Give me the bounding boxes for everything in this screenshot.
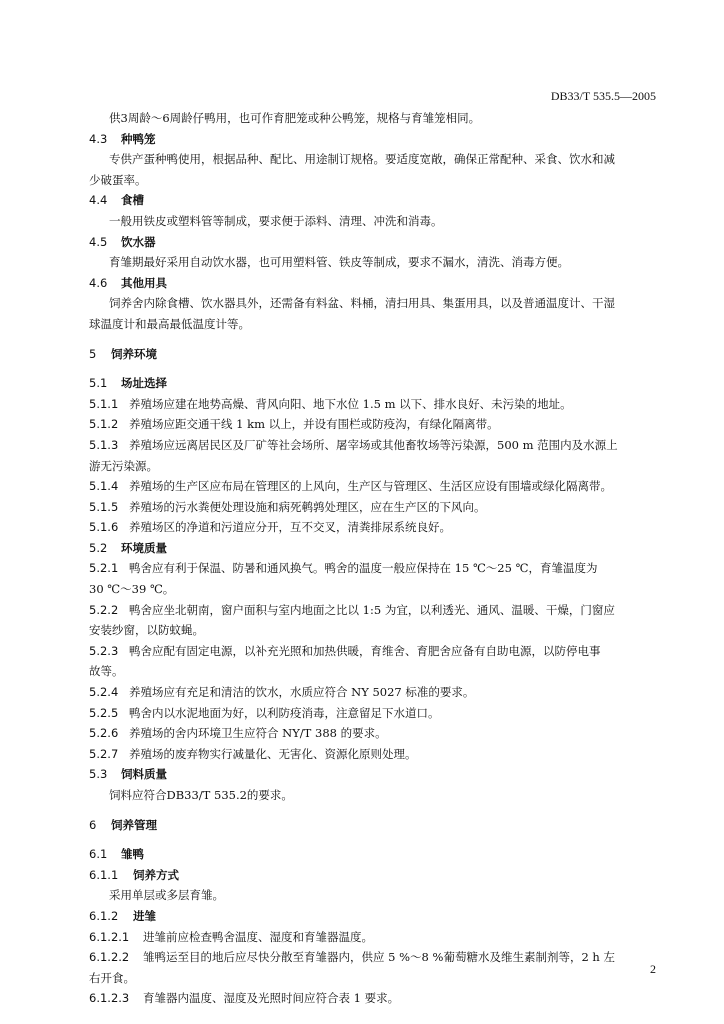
clause-5-2-5: [89, 703, 669, 724]
heading-6-1: [89, 844, 669, 865]
clause-5-1-1: [89, 394, 669, 415]
clause-number: 5.1.1: [89, 396, 119, 411]
document-body: [89, 108, 669, 1009]
heading-number: 4.4: [89, 193, 108, 208]
clause-text: 雏鸭运至目的地后应尽快分散至育雏器内，供应 5 %～8 %葡萄糖水及维生素制剂等，2 h 左: [143, 950, 615, 965]
clause-5-1-5: [89, 497, 669, 518]
heading-title: 其他用具: [121, 275, 167, 290]
heading-number: 6.1: [89, 847, 108, 862]
clause-number: 5.1.4: [89, 479, 119, 494]
clause-text: 养殖场应距交通干线 1 km 以上，并设有围栏或防疫沟，有绿化隔离带。: [129, 417, 499, 432]
clause-continuation: 故等。: [89, 664, 124, 679]
heading-4-6: [89, 273, 669, 294]
heading-number: 4.6: [89, 275, 108, 290]
clause-6-1-2-2: [89, 947, 669, 968]
heading-number: 6.1.1: [89, 867, 119, 882]
clause-6-1-2-1: [89, 927, 669, 948]
clause-text: 鸭舍内以水泥地面为好，以利防疫消毒，注意留足下水道口。: [129, 705, 440, 720]
heading-title: 饮水器: [121, 234, 156, 249]
clause-number: 5.2.6: [89, 726, 119, 741]
paragraph: 饲料应符合DB33/T 535.2的要求。: [109, 788, 293, 802]
heading-title: 场址选择: [121, 376, 167, 391]
section-heading-5: [89, 344, 669, 365]
clause-5-1-2: [89, 414, 669, 435]
heading-number: 4.5: [89, 234, 108, 249]
clause-number: 6.1.2.3: [89, 991, 130, 1006]
clause-5-2-3: [89, 641, 669, 662]
clause-5-2-4: [89, 682, 669, 703]
clause-5-2-1: [89, 558, 669, 579]
clause-text: 养殖场的废弃物实行减量化、无害化、资源化原则处理。: [129, 746, 417, 761]
clause-text: 进雏前应检查鸭舍温度、湿度和育雏器温度。: [143, 929, 373, 944]
clause-5-1-4: [89, 476, 669, 497]
heading-title: 饲料质量: [121, 767, 167, 782]
page-number: 2: [650, 962, 656, 976]
heading-6-1-1: [89, 865, 669, 886]
clause-continuation: 30 ℃～39 ℃。: [89, 582, 175, 597]
standard-code: DB33/T 535.5—2005: [550, 89, 656, 103]
heading-title: 饲养方式: [133, 867, 179, 882]
paragraph-continuation: 少破蛋率。: [89, 172, 147, 187]
heading-number: 6.1.2: [89, 908, 119, 923]
clause-text: 养殖场的舍内环境卫生应符合 NY/T 388 的要求。: [129, 726, 387, 741]
heading-5-3: [89, 764, 669, 785]
clause-text: 鸭舍应有利于保温、防暑和通风换气。鸭舍的温度一般应保持在 15 ℃～25 ℃，育雏温度为: [129, 561, 598, 576]
clause-number: 5.1.5: [89, 499, 119, 514]
section-title: 饲养环境: [111, 346, 157, 361]
paragraph: 供3周龄～6周龄仔鸭用，也可作育肥笼或种公鸭笼，规格与育雏笼相同。: [109, 111, 481, 125]
clause-number: 5.1.3: [89, 437, 119, 452]
clause-5-2-6: [89, 723, 669, 744]
section-heading-6: [89, 815, 669, 836]
clause-continuation: 游无污染源。: [89, 458, 158, 473]
heading-title: 环境质量: [121, 540, 167, 555]
clause-number: 5.2.5: [89, 705, 119, 720]
clause-text: 养殖场区的净道和污道应分开，互不交叉，清粪排尿系统良好。: [129, 520, 451, 535]
heading-title: 种鸭笼: [121, 131, 156, 146]
clause-6-1-2-3: [89, 988, 669, 1009]
clause-5-1-3: [89, 435, 669, 456]
paragraph-continuation: 球温度计和最高最低温度计等。: [89, 316, 250, 331]
clause-continuation: 右开食。: [89, 970, 135, 985]
clause-text: 养殖场应建在地势高燥、背风向阳、地下水位 1.5 m 以下、排水良好、未污染的地址。: [129, 396, 572, 411]
clause-text: 养殖场应有充足和清洁的饮水，水质应符合 NY 5027 标准的要求。: [129, 685, 475, 700]
heading-4-4: [89, 190, 669, 211]
clause-number: 5.1.6: [89, 520, 119, 535]
clause-5-2-7: [89, 744, 669, 765]
heading-number: 5.3: [89, 767, 108, 782]
heading-4-5: [89, 232, 669, 253]
clause-number: 5.2.1: [89, 561, 119, 576]
clause-text: 养殖场的生产区应布局在管理区的上风向，生产区与管理区、生活区应设有围墙或绿化隔离带。: [129, 479, 612, 494]
clause-number: 6.1.2.2: [89, 950, 130, 965]
section-title: 饲养管理: [111, 817, 157, 832]
clause-number: 5.2.7: [89, 746, 119, 761]
clause-number: 5.1.2: [89, 417, 119, 432]
paragraph: 采用单层或多层育雏。: [109, 888, 224, 903]
clause-number: 5.2.4: [89, 685, 119, 700]
clause-text: 鸭舍应坐北朝南，窗户面积与室内地面之比以 1:5 为宜，以利透光、通风、温暖、干燥，门窗应: [129, 602, 615, 617]
clause-number: 6.1.2.1: [89, 929, 130, 944]
heading-number: 4.3: [89, 131, 108, 146]
clause-text: 养殖场应远离居民区及厂矿等社会场所、屠宰场或其他畜牧场等污染源，500 m 范围内及水源上: [129, 437, 618, 452]
section-number: 6: [89, 817, 97, 832]
clause-5-2-2: [89, 600, 669, 621]
heading-6-1-2: [89, 906, 669, 927]
heading-number: 5.1: [89, 376, 108, 391]
clause-continuation: 安装纱窗，以防蚊蝇。: [89, 623, 204, 638]
heading-4-3: [89, 129, 669, 150]
heading-title: 食槽: [121, 193, 144, 208]
heading-title: 雏鸭: [121, 847, 144, 862]
paragraph: 专供产蛋种鸭使用，根据品种、配比、用途制订规格。要适度宽敞，确保正常配种、采食、饮水和减: [109, 152, 615, 167]
clause-5-1-6: [89, 517, 669, 538]
heading-number: 5.2: [89, 540, 108, 555]
clause-number: 5.2.3: [89, 643, 119, 658]
clause-text: 养殖场的污水粪便处理设施和病死鹌鹑处理区，应在生产区的下风向。: [129, 499, 486, 514]
paragraph: 育雏期最好采用自动饮水器，也可用塑料管、铁皮等制成，要求不漏水，清洗、消毒方便。: [109, 255, 569, 270]
section-number: 5: [89, 346, 97, 361]
clause-text: 鸭舍应配有固定电源，以补充光照和加热供暖，育维舍、育肥舍应备有自助电源，以防停电事: [129, 643, 601, 658]
heading-5-2: [89, 538, 669, 559]
clause-number: 5.2.2: [89, 602, 119, 617]
paragraph: 一般用铁皮或塑料管等制成，要求便于添料、清理、冲洗和消毒。: [109, 213, 443, 228]
paragraph: 饲养舍内除食槽、饮水器具外，还需备有料盆、料桶，清扫用具、集蛋用具，以及普通温度计、干湿: [109, 296, 615, 311]
heading-5-1: [89, 373, 669, 394]
heading-title: 进雏: [133, 908, 156, 923]
clause-text: 育雏器内温度、湿度及光照时间应符合表 1 要求。: [143, 991, 400, 1006]
